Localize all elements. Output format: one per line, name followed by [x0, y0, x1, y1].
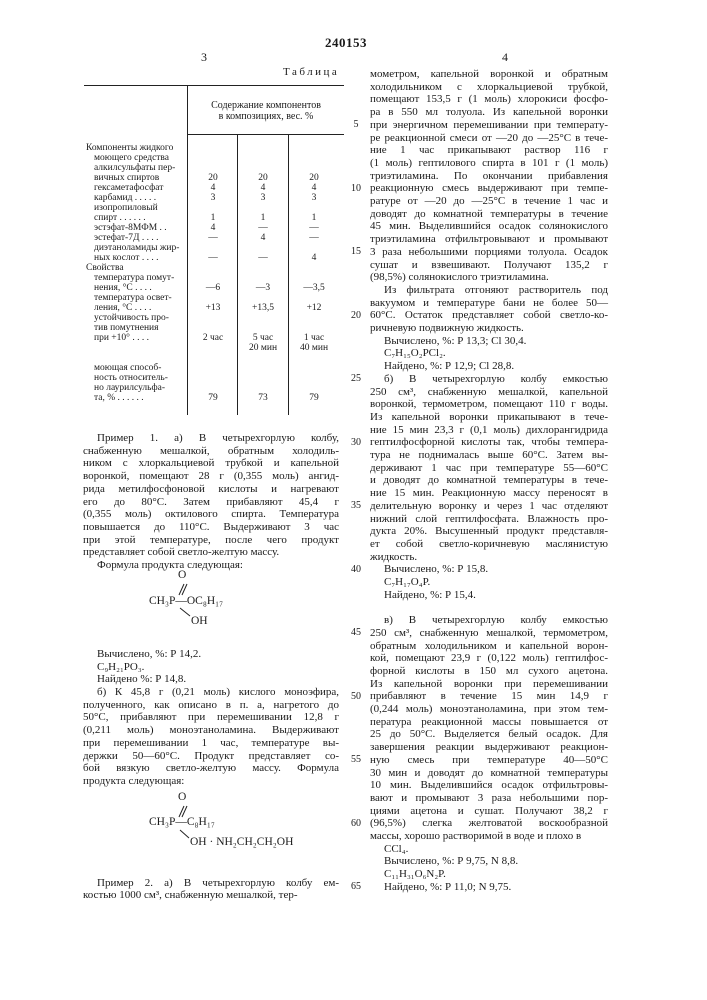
- text-line: кой, помещают 23,9 г (0,122 моль) гептилфос-: [370, 652, 608, 665]
- text-line: при энергичном перемешивании при температу-: [370, 119, 608, 132]
- table-row-label: моющая способ-: [86, 363, 194, 373]
- text-line: Найдено %: Р 14,8.: [97, 673, 339, 686]
- text-line: воронкой, помещают 28 г (0,355 моль) ангид-: [83, 470, 339, 483]
- table-cell: +13: [189, 303, 237, 313]
- text-line: обратным холодильником и капельной ворон-: [370, 640, 608, 653]
- table-row-label: изопропиловый: [86, 203, 194, 213]
- table-row-label: Свойства: [86, 263, 186, 273]
- text-line: делительную воронку и через 1 час отделяют: [370, 500, 608, 513]
- table-cell: —: [290, 233, 338, 243]
- text-line: C₇H₁₇O₄P.: [384, 576, 608, 589]
- text-line: при этой температуре, после чего продукт: [83, 534, 339, 547]
- text-line: держивают 1 час при температуре 55—60°С: [370, 462, 608, 475]
- line-number: 50: [346, 691, 366, 702]
- table-cell: 1: [239, 213, 287, 223]
- table-cell: —: [290, 223, 338, 233]
- text-line: C₇H₁₅O₂PCl₂.: [384, 347, 608, 360]
- text-line: Вычислено, %: Р 9,75, N 8,8.: [384, 855, 608, 868]
- text-line: мометром, капельной воронкой и обратным: [370, 68, 608, 81]
- table-cell: 40 мин: [290, 343, 338, 353]
- formula-main-chain: CH₃P—OC₈H₁₇: [149, 595, 223, 607]
- text-line: рида метилфосфоновой кислоты и нагревают: [83, 483, 339, 496]
- text-line: Найдено, %: Р 11,0; N 9,75.: [384, 881, 608, 894]
- text-line: жидкость.: [370, 551, 608, 564]
- formula-bonds: [170, 802, 200, 842]
- table-cell: 79: [189, 393, 237, 403]
- text-line: ет собой светло-коричневую маслянистую: [370, 538, 608, 551]
- table-row-label: но лаурилсульфа-: [86, 383, 194, 393]
- text-line: снабженную мешалкой, обратным холодиль-: [83, 445, 339, 458]
- text-line: полученного, как описано в п. а, нагретого до: [83, 699, 339, 712]
- text-line: 250 см³, снабженную мешалкой, капельной: [370, 386, 608, 399]
- text-line: гептилфосфорной кислоты так, чтобы темпера-: [370, 436, 608, 449]
- table-row-label: Компоненты жидкого: [86, 143, 186, 153]
- text-line: (96,5%) слегка желтоватой воскообразной: [370, 817, 608, 830]
- text-line: в) В четырехгорлую колбу емкостью: [384, 614, 608, 627]
- text-line: повышается до 110°С. Выдерживают 3 час: [83, 521, 339, 534]
- table-cell: —: [239, 223, 287, 233]
- table-cell: 4: [290, 183, 338, 193]
- text-line: холодильником с хлоркальциевой трубкой,: [370, 81, 608, 94]
- formula-bonds: [170, 580, 200, 620]
- table-cell: 20 мин: [239, 343, 287, 353]
- page-number-right: 4: [502, 50, 508, 65]
- text-line: вают и промывают 3 раза небольшими пор-: [370, 792, 608, 805]
- text-line: 25 до 50°С. Выделяется белый осадок. Для: [370, 728, 608, 741]
- table-row-label: вичных спиртов: [86, 173, 194, 183]
- table-cell: 5 час: [239, 333, 287, 343]
- text-line: CCl₄.: [384, 843, 608, 856]
- table-cell: 20: [290, 173, 338, 183]
- text-line: и доводят до комнатной температуры в тече-: [370, 474, 608, 487]
- text-line: Вычислено, %: Р 15,8.: [384, 563, 608, 576]
- line-number: 40: [346, 564, 366, 575]
- text-line: Из фильтрата отгоняют растворитель под: [384, 284, 608, 297]
- text-line: Из капельной воронки при перемешивании: [370, 678, 608, 691]
- line-number: 30: [346, 437, 366, 448]
- table-cell: 79: [290, 393, 338, 403]
- formula-main-chain: CH₃P—C₈H₁₇: [149, 816, 215, 828]
- line-number: 20: [346, 310, 366, 321]
- table-row-label: нения, °С . . . .: [86, 283, 194, 293]
- table-column-header: в композициях, вес. %: [188, 112, 344, 122]
- table-caption: Таблица: [283, 66, 339, 78]
- text-line: при перемешивании 1 час, температуре вы-: [83, 737, 339, 750]
- text-line: дукта 20%. Высушенный продукт представля-: [370, 525, 608, 538]
- table-cell: —: [189, 233, 237, 243]
- text-line: 50°С, прибавляют при перемешивании 12,8 г: [83, 711, 339, 724]
- text-line: триэтиламина. По окончании прибавления: [370, 170, 608, 183]
- text-line: б) К 45,8 г (0,21 моль) кислого моноэфира,: [97, 686, 339, 699]
- text-line: ричневую подвижную жидкость.: [370, 322, 608, 335]
- table-cell: +12: [290, 303, 338, 313]
- table-cell: 2 час: [189, 333, 237, 343]
- text-line: (1 моль) гептилового спирта в 101 г (1 моль): [370, 157, 608, 170]
- text-line: прибавляют в течение 15 мин 14,9 г: [370, 690, 608, 703]
- table-cell: 4: [239, 233, 287, 243]
- table-cell: 4: [290, 253, 338, 263]
- table-cell: 4: [239, 183, 287, 193]
- text-line: бой вязкую светло-желтую массу. Формула: [83, 762, 339, 775]
- line-number: 65: [346, 881, 366, 892]
- line-number: 60: [346, 818, 366, 829]
- text-line: Пример 2. а) В четырехгорлую колбу ем-: [97, 877, 339, 890]
- line-number: 45: [346, 627, 366, 638]
- text-line: 250 см³, снабженную мешалкой, термометром,: [370, 627, 608, 640]
- table-cell: —3,5: [290, 283, 338, 293]
- text-line: Вычислено, %: Р 13,3; Cl 30,4.: [384, 335, 608, 348]
- table-row-label: алкилсульфаты пер-: [86, 163, 194, 173]
- line-number: 5: [346, 119, 366, 130]
- table-cell: 3: [189, 193, 237, 203]
- table-row-label: температура освет-: [86, 293, 194, 303]
- text-line: 30 мин и доводят до комнатной температуры: [370, 767, 608, 780]
- table-cell: —3: [239, 283, 287, 293]
- table-cell: —6: [189, 283, 237, 293]
- text-line: 3 раза небольшими порциями толуола. Осадок: [370, 246, 608, 259]
- text-line: ную смесь при температуре 40—50°С: [370, 754, 608, 767]
- page-number-left: 3: [201, 50, 207, 65]
- table-cell: 20: [239, 173, 287, 183]
- text-line: 45 мин. Выделившийся осадок солянокислого: [370, 220, 608, 233]
- formula-oxygen: O: [178, 791, 186, 803]
- text-line: Из капельной воронки прикапывают в тече-: [370, 411, 608, 424]
- text-line: его до 80°С. Затем прибавляют 45,4 г: [83, 496, 339, 509]
- text-line: помещают 153,5 г (1 моль) хлорокиси фосфо-: [370, 93, 608, 106]
- line-number: 15: [346, 246, 366, 257]
- text-line: тура не поднималась выше 60°С. Затем вы-: [370, 449, 608, 462]
- table-row-label: та, % . . . . . .: [86, 393, 194, 403]
- text-line: C₉H₂₁PO₃.: [97, 661, 339, 674]
- table-row-label: моющего средства: [86, 153, 194, 163]
- table-row-label: гексаметафосфат: [86, 183, 194, 193]
- table-row-label: эстефат-7Д . . . .: [86, 233, 194, 243]
- text-line: пература реакционной массы повышается от: [370, 716, 608, 729]
- text-line: реакционную смесь выдерживают при темпе-: [370, 182, 608, 195]
- table-row-label: ность относитель-: [86, 373, 194, 383]
- table-cell: 1 час: [290, 333, 338, 343]
- text-line: ником с хлоркальциевой трубкой и капельной: [83, 457, 339, 470]
- table-row-label: ления, °С . . . .: [86, 303, 194, 313]
- line-number: 35: [346, 500, 366, 511]
- text-line: массы, хорошо растворимой в воде и плохо в: [370, 830, 608, 843]
- table-cell: 4: [189, 223, 237, 233]
- table-row-label: тив помутнения: [86, 323, 194, 333]
- text-line: нижний слой гептилфосфата. Влажность про-: [370, 513, 608, 526]
- text-line: доводят до комнатной температуры в течение: [370, 208, 608, 221]
- patent-number: 240153: [325, 35, 367, 51]
- table-row-label: температура помут-: [86, 273, 194, 283]
- text-line: ние 1 час прикапывают раствор 116 г: [370, 144, 608, 157]
- table-cell: —: [189, 253, 237, 263]
- table-cell: 1: [189, 213, 237, 223]
- text-line: (0,211 моль) моноэтаноламина. Выдерживают: [83, 724, 339, 737]
- text-line: держки 50—60°С. Продукт представляет со-: [83, 750, 339, 763]
- line-number: 25: [346, 373, 366, 384]
- line-number: 55: [346, 754, 366, 765]
- table-row-label: карбамид . . . . .: [86, 193, 194, 203]
- text-line: ратуре от —20 до —25°С в течение 1 час и: [370, 195, 608, 208]
- table-row-label: эстэфат-8МФМ . .: [86, 223, 194, 233]
- table-cell: 4: [189, 183, 237, 193]
- text-line: б) В четырехгорлую колбу емкостью: [384, 373, 608, 386]
- text-line: C₁₁H₃₁O₆N₂P.: [384, 868, 608, 881]
- text-line: форной кислоты в 150 мл сухого ацетона.: [370, 665, 608, 678]
- table-cell: 3: [290, 193, 338, 203]
- text-line: воронкой, термометром, помещают 110 г воды.: [370, 398, 608, 411]
- table-divider: [237, 134, 238, 415]
- text-line: 60°С. Остаток представляет собой светло-ко-: [370, 309, 608, 322]
- text-line: костью 1000 см³, снабженную мешалкой, тер-: [83, 889, 339, 902]
- formula-oxygen: O: [178, 569, 186, 581]
- table-cell: 3: [239, 193, 287, 203]
- table-row-label: при +10° . . . .: [86, 333, 194, 343]
- table-header-rule: [188, 134, 344, 135]
- table-cell: —: [239, 253, 287, 263]
- text-line: завершения реакции выдерживают реакцион-: [370, 741, 608, 754]
- text-line: Пример 1. а) В четырехгорлую колбу,: [97, 432, 339, 445]
- text-line: Вычислено, %: Р 14,2.: [97, 648, 339, 661]
- text-line: Найдено, %: Р 12,9; Cl 28,8.: [384, 360, 608, 373]
- text-line: 10 мин. Выделившийся осадок отфильтровы-: [370, 779, 608, 792]
- text-line: сушат и взвешивают. Получают 135,2 г: [370, 259, 608, 272]
- text-line: триэтиламина отфильтровывают и промывают: [370, 233, 608, 246]
- text-line: Найдено, %: Р 15,4.: [384, 589, 608, 602]
- table-top-rule: [84, 85, 344, 86]
- table-divider: [288, 134, 289, 415]
- formula-amine-salt: OH · NH₂CH₂CH₂OH: [190, 836, 293, 848]
- text-line: вакуумом и температуре бани не более 50—: [370, 297, 608, 310]
- table-cell: 73: [239, 393, 287, 403]
- text-line: (0,355 моль) октилового спирта. Температура: [83, 508, 339, 521]
- text-line: (98,5%) солянокислого триэтиламина.: [370, 271, 608, 284]
- text-line: (0,244 моль) моноэтаноламина, при этом тем-: [370, 703, 608, 716]
- table-column-header: Содержание компонентов: [188, 101, 344, 111]
- table-row-label: спирт . . . . . .: [86, 213, 194, 223]
- table-cell: +13,5: [239, 303, 287, 313]
- text-line: ре реакционной смеси от —20 до —25°С в тече-: [370, 132, 608, 145]
- text-line: ние 15 мин 23,3 г (0,1 моль) дихлорангидрида: [370, 424, 608, 437]
- table-row-label: диэтаноламиды жир-: [86, 243, 194, 253]
- text-line: продукта следующая:: [83, 775, 339, 788]
- text-line: ра в 550 мл толуола. Из капельной воронки: [370, 106, 608, 119]
- text-line: циями ацетона и сушат. Получают 38,2 г: [370, 805, 608, 818]
- table-cell: 1: [290, 213, 338, 223]
- text-line: Формула продукта следующая:: [97, 559, 339, 572]
- line-number: 10: [346, 183, 366, 194]
- table-cell: 20: [189, 173, 237, 183]
- table-row-label: ных кослот . . . .: [86, 253, 194, 263]
- formula-hydroxyl: OH: [191, 615, 208, 627]
- text-line: ние 15 мин. Реакционную массу переносят в: [370, 487, 608, 500]
- table-row-label: устойчивость про-: [86, 313, 194, 323]
- text-line: представляет собой светло-желтую массу.: [83, 546, 339, 559]
